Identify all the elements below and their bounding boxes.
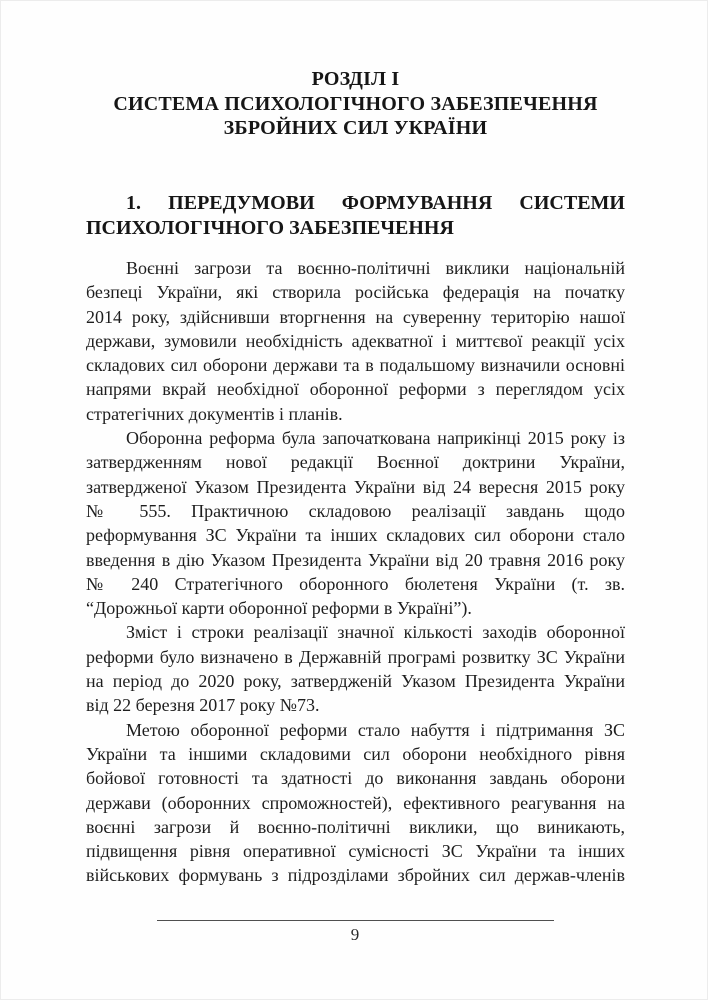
- page-number: 9: [350, 925, 360, 944]
- section-heading-line-2: ПСИХОЛОГІЧНОГО ЗАБЕЗПЕЧЕННЯ: [86, 216, 454, 239]
- body-line: України та іншими складовими сил оборони необхідного рівня: [86, 743, 625, 764]
- body-line: 2014 року, здійснивши вторгнення на суверенну територію нашої: [86, 306, 625, 327]
- body-line: держави (оборонних спроможностей), ефективного реагування на: [86, 792, 625, 813]
- paragraph-1: [86, 256, 625, 426]
- section-heading-line-1: 1. ПЕРЕДУМОВИ ФОРМУВАННЯ СИСТЕМИ: [126, 192, 625, 214]
- body-line: військових формувань з підрозділами збройних сил держав-членів: [86, 865, 625, 886]
- paragraph-3: [86, 620, 625, 717]
- body-line: напрями вкрай необхідної оборонної реформи з переглядом усіх: [86, 379, 625, 400]
- body-line: Зміст і строки реалізації значної кількості заходів оборонної: [126, 622, 625, 643]
- body-line: Воєнні загрози та воєнно-політичні виклики національній: [126, 258, 625, 278]
- body-line: воєнні загрози й воєнно-політичні виклики, що виникають,: [86, 816, 625, 837]
- body-text: [86, 256, 625, 888]
- section-heading: [86, 191, 625, 240]
- body-line: затвердженням нової редакції Воєнної доктрини України,: [86, 452, 625, 473]
- body-line: від 22 березня 2017 року №73.: [86, 695, 320, 716]
- body-line: підвищення рівня оперативної сумісності ЗС України та інших: [86, 841, 625, 862]
- body-line: Метою оборонної реформи стало набуття і підтримання ЗС: [126, 719, 625, 740]
- body-line: складових сил оборони держави та в подальшому визначили основні: [86, 355, 625, 376]
- chapter-title-line-2: ЗБРОЙНИХ СИЛ УКРАЇНИ: [223, 117, 488, 140]
- body-line: введення в дію Указом Президента України від 20 травня 2016 року: [86, 549, 625, 570]
- body-line: реформування ЗС України та інших складових сил оборони стало: [86, 525, 625, 546]
- body-line: затвердженої Указом Президента України від 24 вересня 2015 року: [86, 476, 625, 497]
- body-line: на період до 2020 року, затвердженій Указом Президента України: [86, 671, 625, 692]
- body-line: безпеці України, які створила російська федерація на початку: [86, 282, 625, 303]
- body-line: № 555. Практичною складовою реалізації завдань щодо: [86, 500, 625, 521]
- body-line: держави, зумовили необхідність адекватної і миттєвої реакції усіх: [86, 330, 625, 351]
- body-line: стратегічних документів і планів.: [86, 403, 343, 424]
- body-line: № 240 Стратегічного оборонного бюлетеня України (т. зв.: [86, 573, 625, 594]
- body-line: Оборонна реформа була започаткована наприкінці 2015 року із: [126, 428, 625, 449]
- chapter-title-line-1: СИСТЕМА ПСИХОЛОГІЧНОГО ЗАБЕЗПЕЧЕННЯ: [113, 92, 598, 115]
- paragraph-2: [86, 426, 625, 620]
- body-line: бойової готовності та здатності до виконання завдань оборони: [86, 768, 625, 789]
- paragraph-4: [86, 718, 625, 888]
- chapter-heading: [86, 67, 625, 141]
- body-line: “Дорожньої карти оборонної реформи в Україні”).: [86, 598, 472, 619]
- chapter-number: РОЗДІЛ І: [311, 68, 400, 90]
- body-line: реформи було визначено в Державній програмі розвитку ЗС України: [86, 646, 625, 667]
- footer-rule: [157, 920, 554, 921]
